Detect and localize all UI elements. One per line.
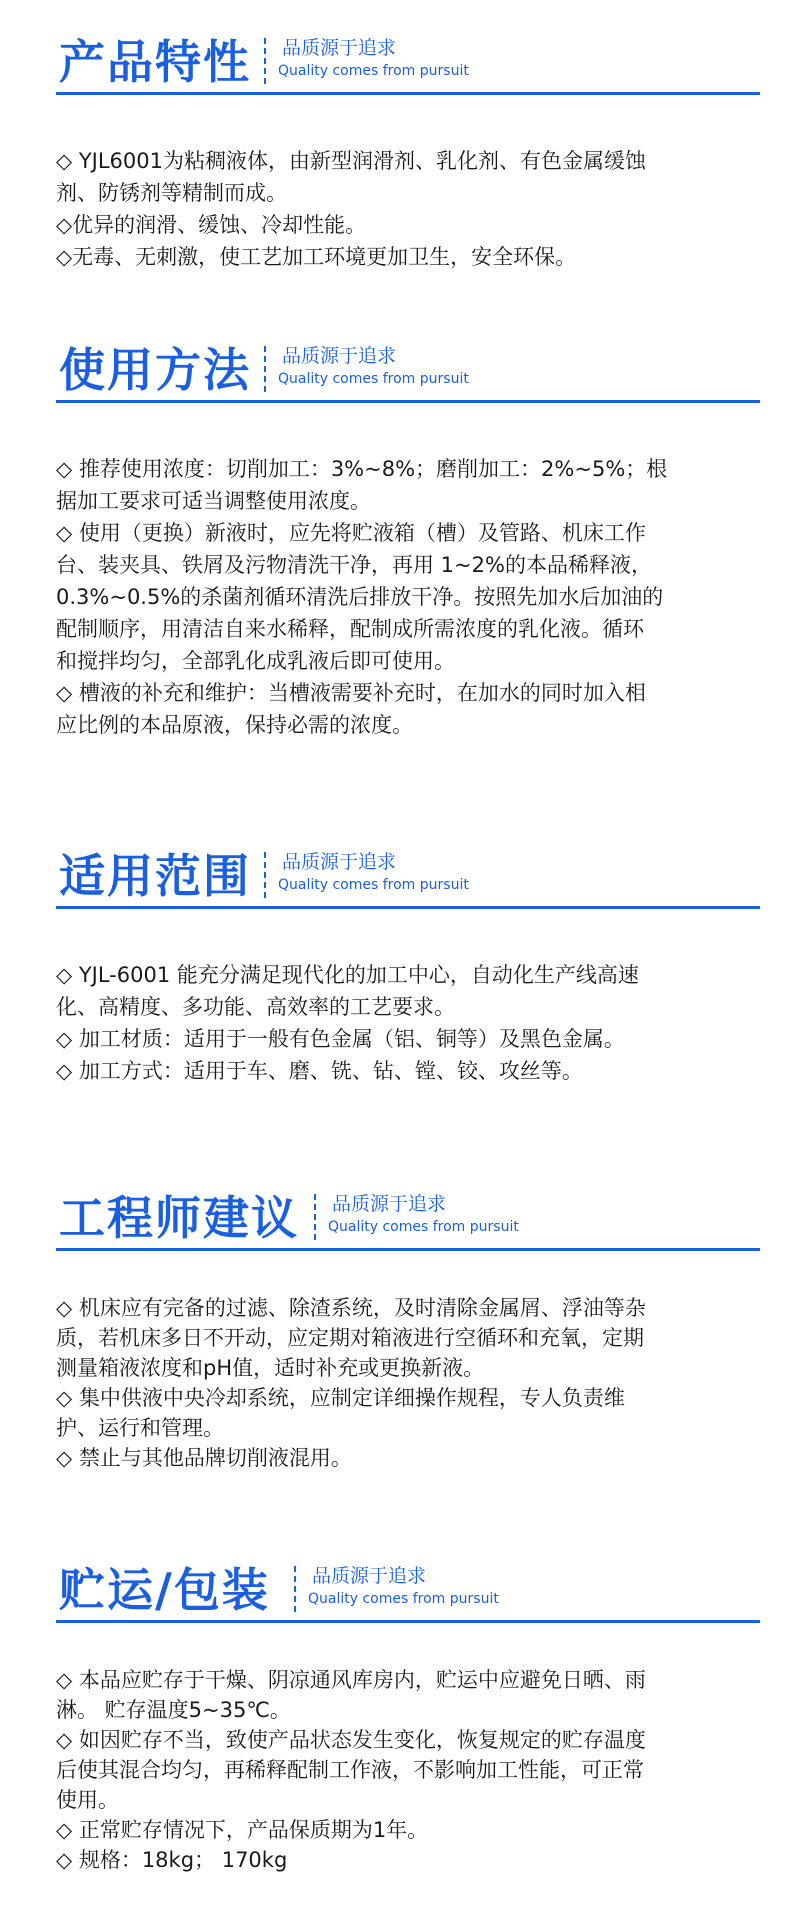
body-line: 应比例的本品原液，保持必需的浓度。 [56, 713, 413, 737]
body-line: ◇ 集中供液中央冷却系统，应制定详细操作规程，专人负责维 [56, 1386, 625, 1410]
divider-line [264, 346, 266, 392]
section-header [56, 1560, 760, 1623]
section-body [56, 1293, 760, 1473]
section-header [56, 846, 760, 909]
section-title: 产品特性 [59, 35, 251, 89]
section-body [56, 453, 760, 741]
slogan-english: Quality comes from pursuit [308, 1591, 499, 1607]
body-line: 测量箱液浓度和pH值，适时补充或更换新液。 [56, 1356, 485, 1380]
body-line: 和搅拌均匀，全部乳化成乳液后即可使用。 [56, 649, 455, 673]
section-usage [56, 340, 760, 741]
body-line: ◇ 本品应贮存于干燥、阴凉通风库房内，贮运中应避免日晒、雨 [56, 1668, 646, 1692]
body-line: 使用。 [56, 1788, 119, 1812]
section-product-features [56, 32, 760, 273]
divider-line [264, 852, 266, 898]
body-line: 淋。 贮存温度5~35℃。 [56, 1698, 291, 1722]
body-line: 据加工要求可适当调整使用浓度。 [56, 489, 371, 513]
body-line: ◇ YJL-6001 能充分满足现代化的加工中心，自动化生产线高速 [56, 963, 639, 987]
section-header [56, 32, 760, 95]
divider-line [264, 38, 266, 84]
slogan-english: Quality comes from pursuit [278, 877, 469, 893]
slogan-english: Quality comes from pursuit [278, 371, 469, 387]
body-line: ◇ 使用（更换）新液时，应先将贮液箱（槽）及管路、机床工作 [56, 521, 646, 545]
body-line: ◇ YJL6001为粘稠液体，由新型润滑剂、乳化剂、有色金属缓蚀 [56, 149, 646, 173]
body-line: ◇ 如因贮存不当，致使产品状态发生变化，恢复规定的贮存温度 [56, 1728, 646, 1752]
section-title: 工程师建议 [59, 1191, 299, 1245]
body-line: 剂、防锈剂等精制而成。 [56, 181, 287, 205]
body-line: ◇优异的润滑、缓蚀、冷却性能。 [56, 213, 367, 237]
body-line: 化、高精度、多功能、高效率的工艺要求。 [56, 995, 455, 1019]
section-header [56, 1188, 760, 1251]
body-line: ◇ 加工方式：适用于车、磨、铣、钻、镗、铰、攻丝等。 [56, 1059, 583, 1083]
section-body [56, 1665, 760, 1875]
body-line: ◇ 规格：18kg； 170kg [56, 1848, 288, 1872]
section-application-scope [56, 846, 760, 1087]
body-line: 配制顺序，用清洁自来水稀释，配制成所需浓度的乳化液。循环 [56, 617, 644, 641]
slogan-chinese: 品质源于追求 [332, 1193, 447, 1215]
body-line: ◇ 推荐使用浓度：切削加工：3%~8%；磨削加工：2%~5%；根 [56, 457, 668, 481]
body-line: 护、运行和管理。 [56, 1416, 224, 1440]
section-header [56, 340, 760, 403]
body-line: 0.3%~0.5%的杀菌剂循环清洗后排放干净。按照先加水后加油的 [56, 585, 664, 609]
slogan-english: Quality comes from pursuit [328, 1219, 519, 1235]
slogan-chinese: 品质源于追求 [282, 37, 397, 59]
body-line: 质，若机床多日不开动，应定期对箱液进行空循环和充氧，定期 [56, 1326, 644, 1350]
slogan-chinese: 品质源于追求 [282, 345, 397, 367]
section-body [56, 145, 760, 273]
divider-line [314, 1194, 316, 1240]
section-body [56, 959, 760, 1087]
body-line: 后使其混合均匀，再稀释配制工作液，不影响加工性能，可正常 [56, 1758, 644, 1782]
section-engineer-advice [56, 1188, 760, 1473]
body-line: ◇ 机床应有完备的过滤、除渣系统，及时清除金属屑、浮油等杂 [56, 1296, 646, 1320]
body-line: ◇ 正常贮存情况下，产品保质期为1年。 [56, 1818, 429, 1842]
section-title: 使用方法 [59, 343, 251, 397]
divider-line [294, 1566, 296, 1612]
body-line: ◇无毒、无刺激，使工艺加工环境更加卫生，安全环保。 [56, 245, 577, 269]
slogan-chinese: 品质源于追求 [312, 1565, 427, 1587]
body-line: ◇ 加工材质：适用于一般有色金属（铝、铜等）及黑色金属。 [56, 1027, 625, 1051]
body-line: ◇ 禁止与其他品牌切削液混用。 [56, 1446, 352, 1470]
slogan-english: Quality comes from pursuit [278, 63, 469, 79]
body-line: ◇ 槽液的补充和维护：当槽液需要补充时，在加水的同时加入相 [56, 681, 646, 705]
section-title: 贮运/包装 [59, 1563, 270, 1617]
section-storage-packaging [56, 1560, 760, 1875]
slogan-chinese: 品质源于追求 [282, 851, 397, 873]
body-line: 台、装夹具、铁屑及污物清洗干净，再用 1~2%的本品稀释液， [56, 553, 652, 577]
section-title: 适用范围 [59, 849, 251, 903]
